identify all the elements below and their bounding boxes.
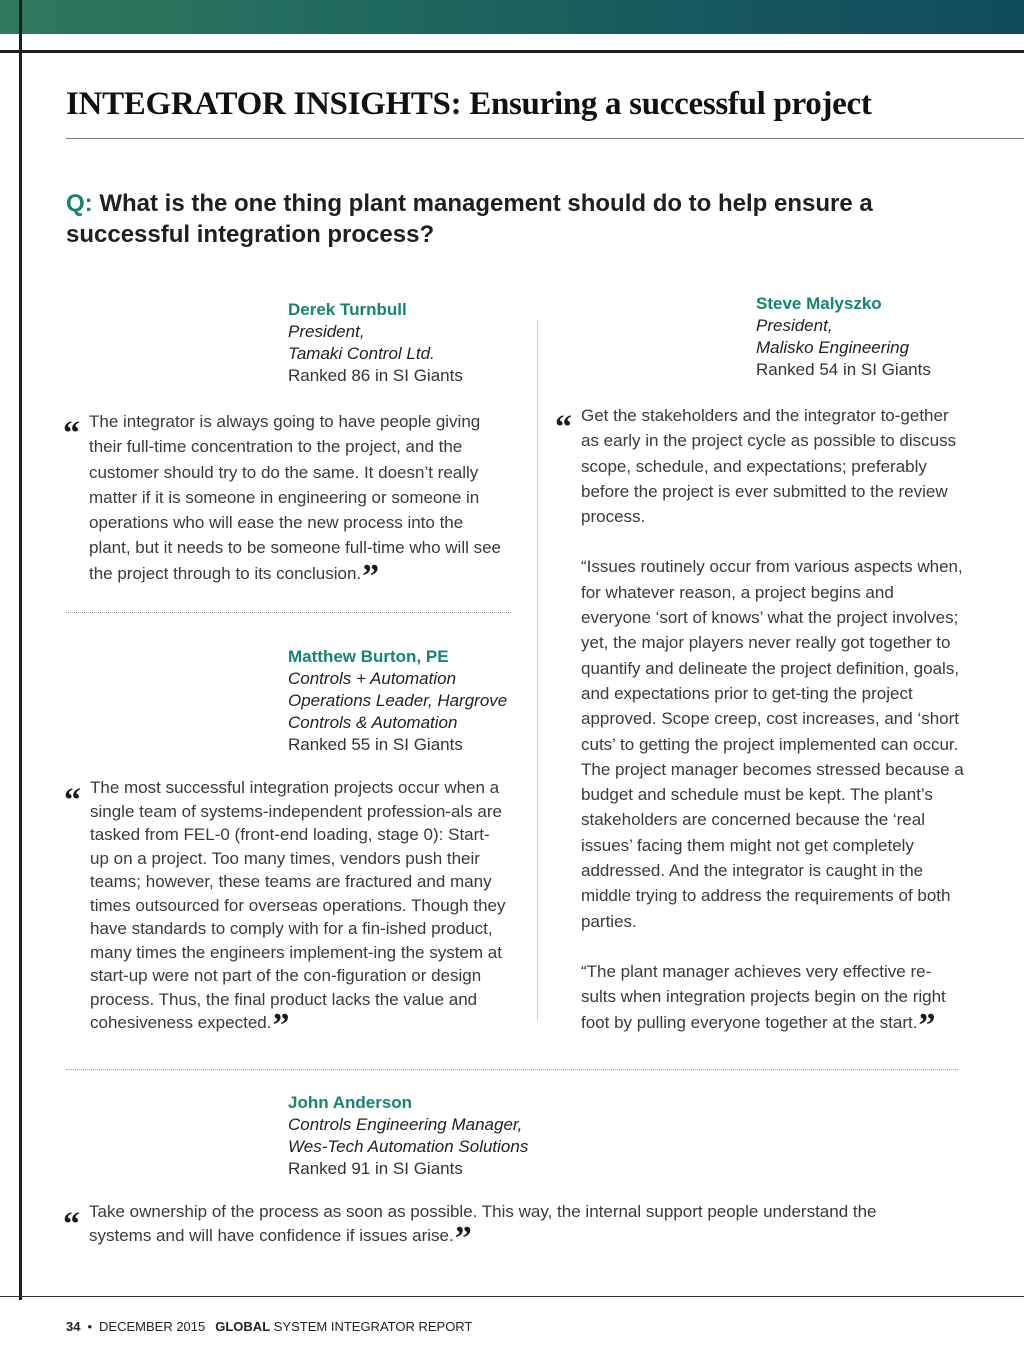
footer-brand-bold: GLOBAL — [215, 1319, 271, 1334]
top-color-band — [0, 0, 1024, 34]
bottom-rule — [0, 1296, 1024, 1297]
profile-derek-turnbull — [288, 299, 463, 387]
profile-role: President, — [288, 322, 365, 341]
profile-role: Wes-Tech Automation Solutions — [288, 1137, 529, 1156]
question-prefix: Q: — [66, 190, 93, 217]
top-rule — [0, 50, 1024, 53]
section-divider — [66, 1069, 958, 1070]
column-divider — [537, 320, 538, 1020]
question-text: What is the one thing plant management should do to help ensure a successful integration process? — [66, 190, 873, 248]
profile-role: President, — [756, 316, 833, 335]
question — [66, 188, 966, 250]
profile-matthew-burton — [288, 646, 507, 756]
section-divider — [66, 612, 511, 613]
left-margin-rule — [19, 0, 22, 1300]
quote-text: “The plant manager achieves very effective re-sults when integration projects begin on the right foot by pulling everyone together at the start. — [581, 961, 946, 1032]
footer-date: DECEMBER 2015 — [99, 1319, 206, 1334]
quote-paragraph: Get the stakeholders and the integrator to-gether as early in the project cycle as possible to discuss scope, schedule, and expectations; preferably before the project is ever submitted to the review process. — [581, 406, 957, 527]
profile-ranking: Ranked 54 in SI Giants — [756, 360, 931, 379]
profile-name: John Anderson — [288, 1093, 413, 1112]
profile-role: Tamaki Control Ltd. — [288, 344, 435, 363]
profile-name: Matthew Burton, PE — [288, 647, 449, 666]
open-quote-icon: “ — [64, 782, 81, 819]
profile-role: Controls + Automation — [288, 669, 457, 688]
profile-ranking: Ranked 86 in SI Giants — [288, 366, 463, 385]
profile-role: Malisko Engineering — [756, 338, 910, 357]
quote-paragraph — [581, 959, 965, 1044]
profile-role: Controls & Automation — [288, 713, 458, 732]
quote-paragraph: “Issues routinely occur from various aspects when, for whatever reason, a project begins and everyone ‘sort of knows’ what the project involves; yet, the major players never really got together to quantify and delineate the project definition, goals, and expectations prior to get-ting the project approved. Scope creep, cost increases, and ‘short cuts’ to getting the project implemented can occur. The project manager becomes stressed because a budget and schedule must be kept. The plant’s stakeholders are concerned because the ‘real issues’ facing them might not get completely addressed. And the integrator is caught in the middle trying to address the requirements of both parties. — [581, 557, 964, 931]
profile-name: Derek Turnbull — [288, 300, 407, 319]
open-quote-icon: “ — [63, 415, 80, 452]
page-number: 34 — [66, 1319, 81, 1334]
open-quote-icon: “ — [555, 409, 572, 446]
profile-role: Controls Engineering Manager, — [288, 1115, 523, 1134]
quote-derek-turnbull — [63, 409, 502, 595]
quote-text: The integrator is always going to have people giving their full-time concentration to the project, and the customer should try to do the same. It doesn’t really matter if it is someone in engineering or someone in operations who will ease the new process into the plant, but it needs to be someone full-time who will see the project through to its conclusion. — [89, 412, 502, 583]
footer-separator: • — [87, 1319, 93, 1334]
profile-name: Steve Malyszko — [756, 294, 882, 313]
quote-matthew-burton — [64, 776, 508, 1044]
profile-ranking: Ranked 55 in SI Giants — [288, 735, 463, 754]
page-title: INTEGRATOR INSIGHTS: Ensuring a successful project — [66, 86, 872, 122]
close-quote-icon: ” — [272, 1007, 290, 1044]
profile-role: Operations Leader, Hargrove — [288, 691, 508, 710]
close-quote-icon: ” — [362, 557, 380, 595]
quote-text: The most successful integration projects occur when a single team of systems-independent profession-als are tasked from FEL-0 (front-end loading, stage 0): Start-up on a project. Too many times, vendors push their teams; however, these teams are fractured and many times outsourced for overseas operations. Though they have standards to comply with for a fin-ished product, many times the engineers implement-ing the system at start-up were not part of the con-figuration or design process. Thus, the final product lacks the value and cohesiveness expected. — [90, 778, 506, 1032]
quote-john-anderson — [63, 1200, 919, 1257]
close-quote-icon: ” — [454, 1220, 472, 1257]
footer-brand-rest: SYSTEM INTEGRATOR REPORT — [273, 1319, 473, 1334]
page-footer — [66, 1319, 472, 1334]
close-quote-icon: ” — [918, 1006, 936, 1044]
profile-ranking: Ranked 91 in SI Giants — [288, 1159, 463, 1178]
open-quote-icon: “ — [63, 1206, 80, 1243]
profile-steve-malyszko — [756, 293, 931, 381]
quote-steve-malyszko — [555, 403, 965, 1044]
title-rule — [66, 138, 1024, 139]
quote-text: Take ownership of the process as soon as possible. This way, the internal support people understand the systems and will have confidence if issues arise. — [89, 1202, 877, 1245]
profile-john-anderson — [288, 1092, 528, 1180]
